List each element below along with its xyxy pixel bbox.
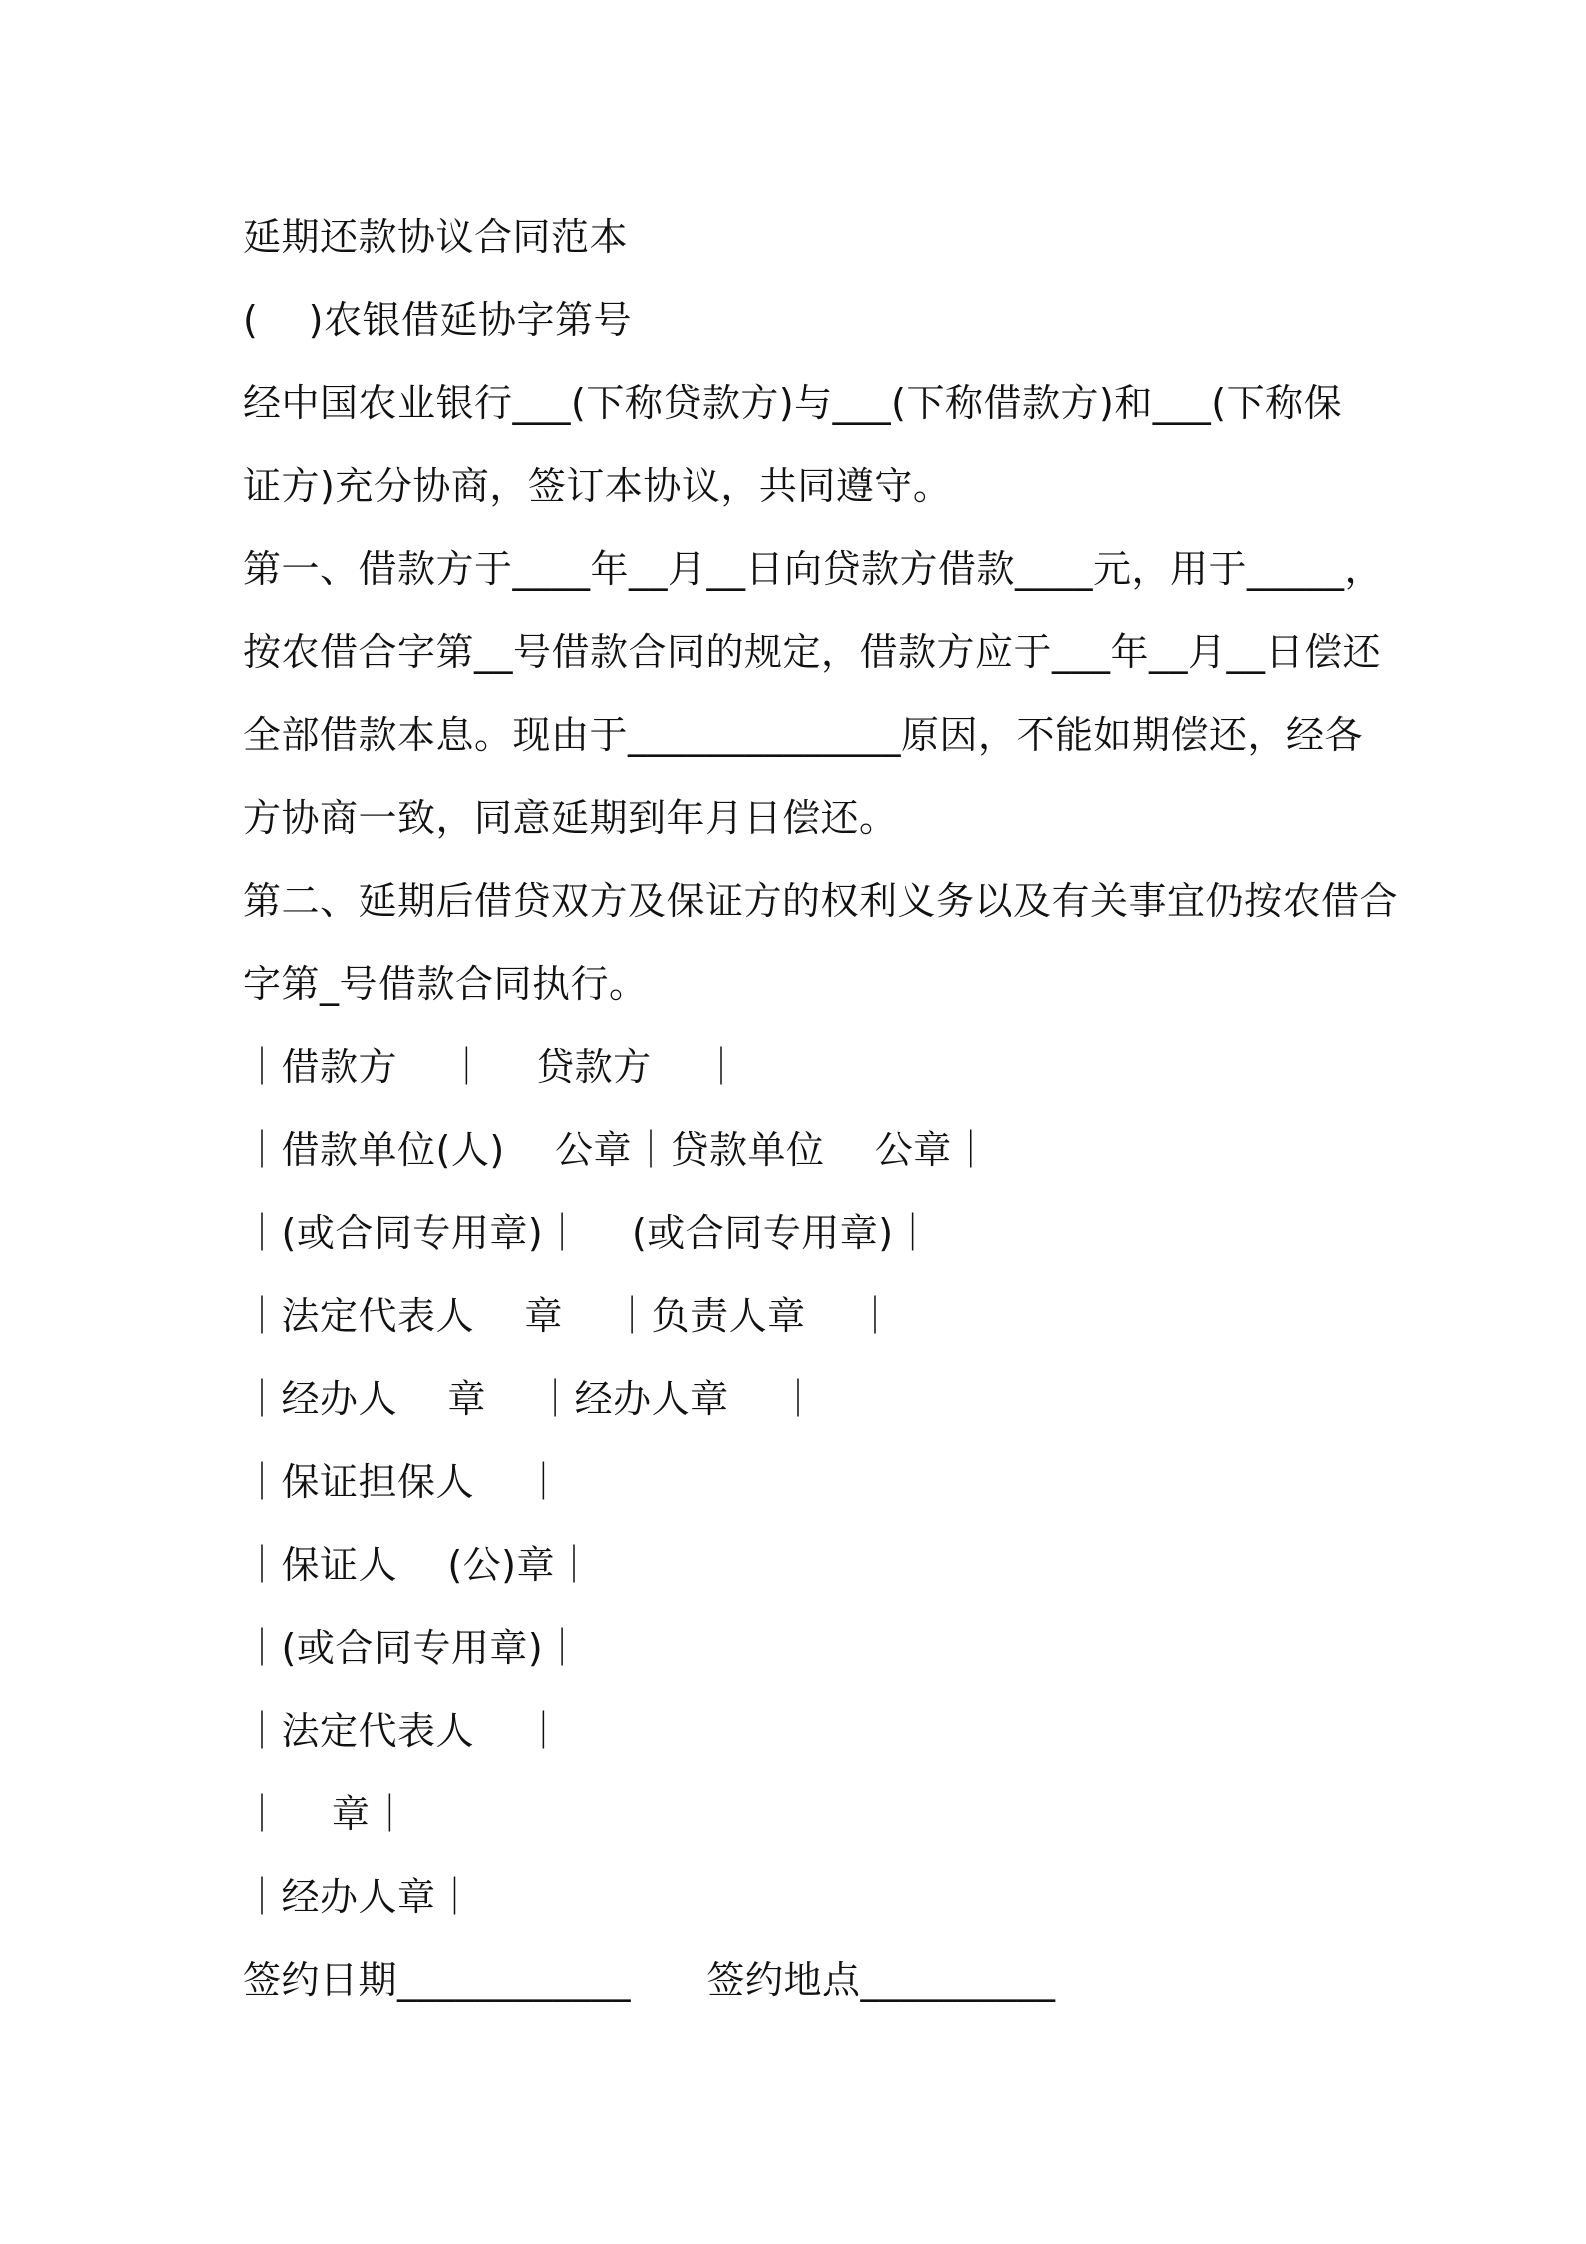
article-one-line-3: 全部借款本息。现由于______________原因，不能如期偿还，经各 xyxy=(243,713,1364,757)
signature-row-legal-rep: ｜法定代表人 章 ｜负责人章 ｜ xyxy=(243,1294,895,1338)
signature-row-unit-seal: ｜借款单位(人) 公章｜贷款单位 公章｜ xyxy=(243,1128,991,1172)
document-title: 延期还款协议合同范本 xyxy=(243,215,629,259)
signature-table-header: ｜借款方 ｜ 贷款方 ｜ xyxy=(243,1045,741,1089)
article-one-line-4: 方协商一致，同意延期到年月日偿还。 xyxy=(243,796,898,840)
paragraph-parties-line-2: 证方)充分协商，签订本协议，共同遵守。 xyxy=(243,464,952,508)
article-two-line-2: 字第_号借款合同执行。 xyxy=(243,962,648,1006)
guarantor-row-handler: ｜经办人章｜ xyxy=(243,1875,475,1919)
paragraph-parties-line-1: 经中国农业银行___(下称贷款方)与___(下称借款方)和___(下称保 xyxy=(243,381,1343,425)
document-body xyxy=(243,196,1399,2022)
article-two-line-1: 第二、延期后借贷双方及保证方的权利义务以及有关事宜仍按农借合 xyxy=(243,879,1399,923)
guarantor-row-seal: ｜保证人 (公)章｜ xyxy=(243,1543,594,1587)
agreement-number-line: ( )农银借延协字第号 xyxy=(243,298,632,342)
signature-row-handler: ｜经办人 章 ｜经办人章 ｜ xyxy=(243,1377,818,1421)
guarantor-row-legal-rep: ｜法定代表人 ｜ xyxy=(243,1709,563,1753)
article-one-line-2: 按农借合字第__号借款合同的规定，借款方应于___年__月__日偿还 xyxy=(243,630,1382,674)
guarantor-row-stamp: ｜ 章｜ xyxy=(243,1792,409,1836)
signing-date-place: 签约日期____________ 签约地点__________ xyxy=(243,1958,1056,2002)
article-one-line-1: 第一、借款方于____年__月__日向贷款方借款____元，用于_____， xyxy=(243,547,1384,591)
signature-row-contract-seal: ｜(或合同专用章)｜ (或合同专用章)｜ xyxy=(243,1211,933,1255)
guarantor-row-contract-seal: ｜(或合同专用章)｜ xyxy=(243,1626,582,1670)
guarantor-row-title: ｜保证担保人 ｜ xyxy=(243,1460,563,1504)
